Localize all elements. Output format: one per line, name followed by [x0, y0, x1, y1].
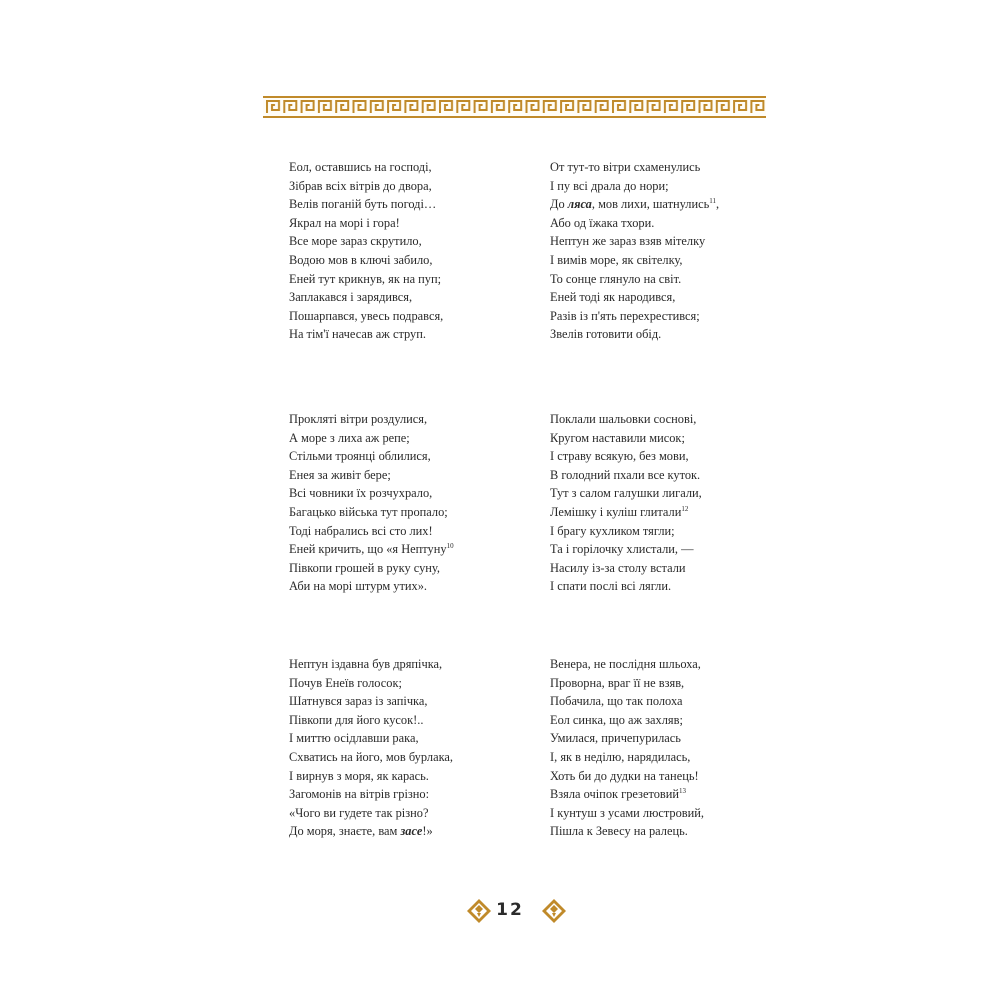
ornament-right-icon [541, 898, 567, 924]
verse-line: Еол синка, що аж захляв; [550, 712, 683, 727]
footnote-marker: 10 [446, 542, 454, 551]
verse-text: , [716, 197, 720, 212]
verse-text: Еней кричить, що «я Нептуну [289, 542, 447, 557]
verse-line [550, 785, 704, 804]
verse-line: Почув Енеїв голосок; [289, 675, 402, 690]
verse-line: Тоді набрались всі сто лих! [289, 523, 433, 538]
verse-line: Та і горілочку хлистали, — [550, 542, 694, 557]
verse-line: Проворна, враг її не взяв, [550, 675, 685, 690]
verse-line: Шатнувся зараз із запічка, [289, 694, 428, 709]
verse-line: Велів поганій буть погоді… [289, 197, 437, 212]
verse-line: Пошарпався, увесь подрався, [289, 308, 444, 323]
stanza-3 [289, 410, 454, 596]
verse-line [289, 822, 453, 841]
verse-line: От тут-то вітри схаменулись [550, 160, 701, 174]
verse-line: І миттю осідлавши рака, [289, 731, 419, 746]
verse-line: Все море зараз скрутило, [289, 234, 422, 249]
page-footer [0, 896, 1000, 926]
verse-line: І спати послі всі лягли. [550, 579, 672, 594]
verse-line: Нептун же зараз взяв мітелку [550, 234, 706, 249]
verse-line: Заплакався і зарядився, [289, 290, 413, 305]
footnote-marker: 12 [681, 504, 689, 513]
verse-text: До моря, знаєте, вам [289, 824, 401, 839]
verse-line: І вимів море, як світелку, [550, 252, 683, 267]
stanza-5 [289, 655, 453, 841]
verse-line: Стільми троянці облилися, [289, 449, 431, 464]
verse-line: Тут з салом галушки лигали, [550, 486, 702, 501]
footnote-marker: 11 [709, 197, 717, 206]
verse-line: Схватись на його, мов бурлака, [289, 749, 453, 764]
verse-line [550, 195, 719, 214]
verse-line: Хоть би до дудки на танець! [550, 768, 699, 783]
verse-line: Кругом наставили мисок; [550, 430, 685, 445]
verse-line: То сонце глянуло на світ. [550, 271, 682, 286]
verse-line: Нептун іздавна був дряпічка, [289, 657, 443, 671]
verse-line: І брагу кухликом тягли; [550, 523, 675, 538]
verse-line: Загомонів на вітрів грізно: [289, 787, 430, 802]
verse-line: Насилу із-за столу встали [550, 560, 686, 575]
verse-line: Зібрав всіх вітрів до двора, [289, 178, 432, 193]
verse-text: , мов лихи, шатнулись [591, 197, 710, 212]
verse-line: Еол, оставшись на господі, [289, 160, 432, 174]
verse-line [550, 503, 702, 522]
verse-line: Багацько війська тут пропало; [289, 504, 448, 519]
greek-key-ornament [263, 96, 766, 118]
emphasized-word: засе [400, 824, 423, 839]
verse-line: Венера, не послідня шльоха, [550, 657, 701, 671]
verse-line: Всі човники їх розчухрало, [289, 486, 433, 501]
verse-line: І пу всі драла до нори; [550, 178, 669, 193]
verse-text: Лемішку і куліш глитали [550, 504, 682, 519]
verse-line: А море з лиха аж репе; [289, 430, 410, 445]
stanza-6 [550, 655, 704, 841]
verse-line: І, як в неділю, нарядилась, [550, 749, 691, 764]
verse-line: Еней тоді як народився, [550, 290, 676, 305]
verse-line: Поклали шальовки соснові, [550, 412, 697, 426]
page-number: 12 [496, 900, 524, 920]
verse-line: І кунтуш з усами люстровий, [550, 805, 704, 820]
verse-line: Півкопи грошей в руку суну, [289, 560, 440, 575]
verse-line: Еней тут крикнув, як на пуп; [289, 271, 442, 286]
stanza-2 [550, 158, 719, 344]
verse-line: Звелів готовити обід. [550, 327, 662, 342]
verse-text: До [550, 197, 568, 212]
verse-line: Або од їжака тхори. [550, 215, 655, 230]
verse-line: Водою мов в ключі забило, [289, 252, 433, 267]
verse-line: «Чого ви гудете так різно? [289, 805, 429, 820]
stanza-1 [289, 158, 443, 344]
verse-line: Разів із п'ять перехрестився; [550, 308, 700, 323]
verse-line: На тім'ї начесав аж струп. [289, 327, 426, 342]
verse-line: Прокляті вітри роздулися, [289, 412, 428, 426]
verse-line: І вирнув з моря, як карась. [289, 768, 429, 783]
stanza-4 [550, 410, 702, 596]
verse-line: Якрал на морі і гора! [289, 215, 400, 230]
verse-text: !» [422, 824, 433, 839]
verse-line: І страву всякую, без мови, [550, 449, 689, 464]
verse-line: Умилася, причепурилась [550, 731, 681, 746]
verse-text: Взяла очіпок грезетовий [550, 787, 680, 802]
verse-line: Півкопи для його кусок!.. [289, 712, 424, 727]
verse-line: Пішла к Зевесу на ралець. [550, 824, 688, 839]
verse-line [289, 540, 454, 559]
verse-line: Побачила, що так полоха [550, 694, 683, 709]
verse-line: Енея за живіт бере; [289, 467, 391, 482]
verse-line: В голодний пхали всe куток. [550, 467, 701, 482]
emphasized-word: ляса [567, 197, 592, 212]
footnote-marker: 13 [679, 787, 687, 796]
verse-line: Аби на морі штурм утих». [289, 579, 428, 594]
